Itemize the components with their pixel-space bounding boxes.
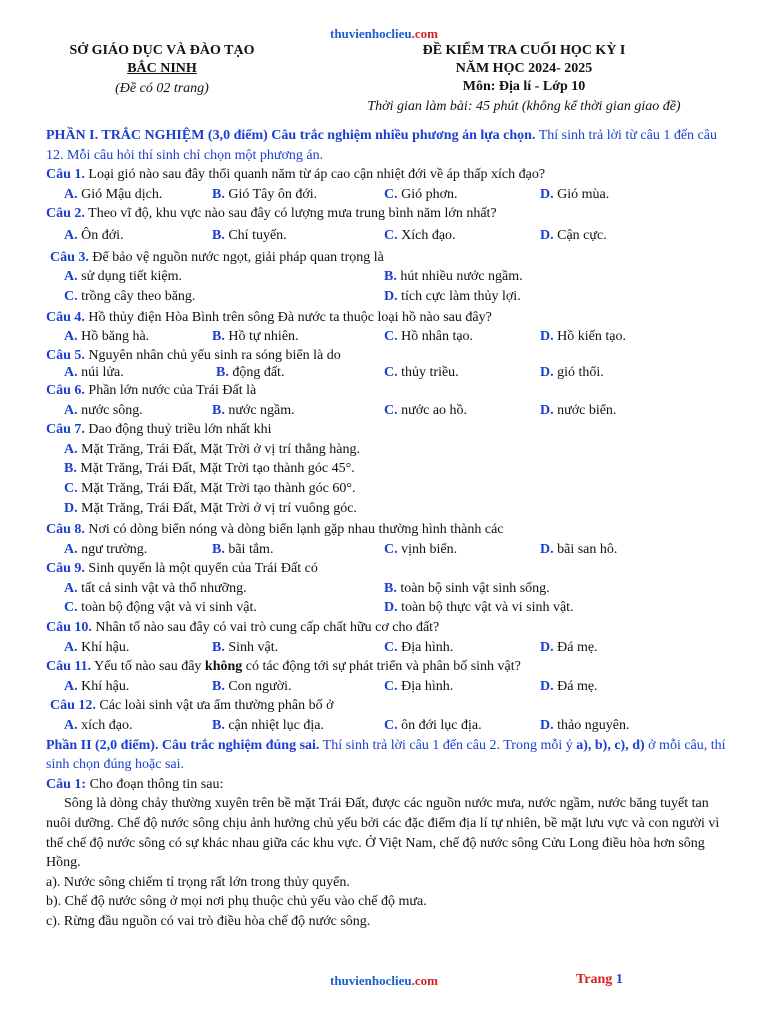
part1-heading — [46, 126, 736, 165]
question-text: Theo vĩ độ, khu vực nào sau đây có lượng mưa trung bình năm lớn nhất? — [88, 206, 497, 222]
option-a[interactable]: A. Gió Mậu dịch. — [64, 186, 163, 202]
option-c[interactable]: C. Địa hình. — [384, 678, 454, 694]
question-text: Để bảo vệ nguồn nước ngọt, giải pháp quan trọng là — [92, 249, 384, 265]
option-d[interactable]: D. tích cực làm thủy lợi. — [384, 288, 521, 304]
question-number: Câu 11. — [46, 659, 92, 675]
part1-instruction: Thí sinh trả lời từ câu 1 đến câu 12. Mỗi câu hỏi thí sinh chỉ chọn một phương án. — [46, 128, 717, 163]
page-count-note: (Đề có 02 trang) — [115, 81, 209, 96]
question-2 — [46, 204, 736, 224]
site-name: thuvienhoclieu — [330, 26, 412, 41]
option-c[interactable]: C. Địa hình. — [384, 639, 454, 655]
option-a[interactable]: A. ngư trường. — [64, 541, 148, 557]
option-c[interactable]: C. toàn bộ động vật và vi sinh vật. — [64, 600, 257, 616]
question-number: Câu 6. — [46, 382, 85, 398]
emphasis-not: không — [204, 659, 243, 675]
question-number: Câu 5. — [46, 347, 85, 363]
question-text: Loại gió nào sau đây thổi quanh năm từ áp cao cận nhiệt đới về áp thấp xích đạo? — [88, 167, 546, 183]
part1-title: PHẦN I. TRẮC NGHIỆM (3,0 điểm) Câu trắc nghiệm nhiều phương án lựa chọn. — [46, 128, 536, 143]
option-c[interactable]: C. ôn đới lục địa. — [384, 718, 482, 734]
question-number: Câu 2. — [46, 206, 85, 222]
part2-items: a), b), c), d) — [576, 737, 645, 753]
options-row — [64, 677, 736, 697]
question-6 — [46, 381, 736, 401]
option-a[interactable]: A. Khí hậu. — [64, 678, 130, 694]
options-row — [64, 226, 736, 246]
options-row — [64, 638, 736, 658]
site-domain: .com — [411, 973, 438, 988]
option-b[interactable]: B. Gió Tây ôn đới. — [212, 186, 318, 202]
question-text: Nơi có dòng biển nóng và dòng biển lạnh gặp nhau thường hình thành các — [88, 522, 504, 538]
question-text: Phần lớn nước của Trái Đất là — [88, 382, 257, 398]
statement-c[interactable]: c). Rừng đầu nguồn có vai trò điều hòa chế độ nước sông. — [46, 913, 371, 929]
question-5 — [46, 347, 736, 364]
question-text: Nguyên nhân chủ yếu sinh ra sóng biển là do — [88, 347, 341, 363]
option-b[interactable]: B. Mặt Trăng, Trái Đất, Mặt Trời tạo thành góc 45°. — [64, 461, 355, 477]
part2-heading — [46, 736, 736, 775]
option-b[interactable]: B. nước ngầm. — [212, 402, 295, 418]
site-domain: .com — [411, 26, 438, 41]
header-left — [48, 42, 276, 98]
question-11: Câu 11. Yếu tố nào sau đây không có tác động tới sự phát triển và phân bố sinh vật? — [46, 659, 521, 675]
option-a[interactable]: A. sử dụng tiết kiệm. — [64, 269, 183, 285]
question-text: Sinh quyển là một quyển của Trái Đất có — [88, 561, 318, 577]
time-note: Thời gian làm bài: 45 phút (không kể thời gian giao đề) — [367, 99, 681, 114]
page-label: Trang — [576, 972, 613, 987]
option-c[interactable]: C. Hồ nhân tạo. — [384, 328, 474, 344]
department-name: SỞ GIÁO DỤC VÀ ĐÀO TẠO — [69, 43, 255, 58]
question-1 — [46, 165, 736, 185]
options-row — [64, 364, 736, 381]
option-b[interactable]: B. cận nhiệt lục địa. — [212, 718, 324, 734]
option-d[interactable]: D. Gió mùa. — [540, 186, 610, 202]
option-d[interactable]: D. nước biển. — [540, 402, 617, 418]
option-a[interactable]: A. Hồ băng hà. — [64, 328, 150, 344]
site-name: thuvienhoclieu — [330, 973, 412, 988]
part2-question-1 — [46, 775, 736, 795]
option-b[interactable]: B. Hồ tự nhiên. — [212, 328, 299, 344]
option-d[interactable]: D. Đá mẹ. — [540, 639, 598, 655]
exam-content — [46, 126, 736, 932]
option-b[interactable]: B. bãi tắm. — [212, 541, 274, 557]
option-b[interactable]: B. Sinh vật. — [212, 639, 279, 655]
question-number: Câu 8. — [46, 522, 85, 538]
part2-instruction-end: ở mỗi câu, thí sinh chọn đúng hoặc sai. — [46, 737, 726, 773]
option-d[interactable]: D. gió thổi. — [540, 364, 604, 380]
question-number: Câu 3. — [50, 249, 89, 265]
question-text: Nhân tố nào sau đây có vai trò cung cấp chất hữu cơ cho đất? — [95, 620, 440, 636]
options-row — [64, 579, 736, 599]
options-row — [64, 328, 736, 345]
option-b[interactable]: B. Chí tuyến. — [212, 227, 287, 243]
options-row — [64, 267, 736, 287]
question-number: Câu 10. — [46, 620, 92, 636]
option-c[interactable]: C. Mặt Trăng, Trái Đất, Mặt Trời tạo thành góc 60°. — [64, 480, 356, 496]
question-8 — [46, 520, 736, 540]
options-row — [64, 401, 736, 421]
province-name: BẮC NINH — [127, 61, 197, 76]
option-d[interactable]: D. bãi san hô. — [540, 541, 618, 557]
page-number — [576, 972, 623, 988]
option-a[interactable]: A. Ôn đới. — [64, 227, 124, 243]
option-d[interactable]: D. Hồ kiến tạo. — [540, 328, 626, 344]
question-number: Câu 1: — [46, 776, 87, 792]
option-b[interactable]: B. hút nhiều nước ngầm. — [384, 269, 523, 285]
option-c[interactable]: C. nước ao hồ. — [384, 402, 468, 418]
question-text: Dao động thuỷ triều lớn nhất khi — [88, 422, 272, 438]
page-num: 1 — [615, 972, 623, 987]
exam-title: ĐỀ KIỂM TRA CUỐI HỌC KỲ I — [422, 43, 626, 58]
option-a[interactable]: A. nước sông. — [64, 402, 143, 418]
part2-instruction: Thí sinh trả lời câu 1 đến câu 2. Trong mỗi ý — [322, 737, 573, 753]
option-a[interactable]: A. Khí hậu. — [64, 639, 130, 655]
option-b[interactable]: B. động đất. — [216, 364, 285, 380]
question-text: Các loài sinh vật ưa ẩm thường phân bố ở — [99, 698, 334, 714]
question-number: Câu 1. — [46, 167, 85, 183]
statement-a[interactable]: a). Nước sông chiếm tỉ trọng rất lớn trong thủy quyển. — [46, 874, 350, 890]
question-9 — [46, 559, 736, 579]
option-c[interactable]: C. thủy triều. — [384, 364, 459, 380]
option-d[interactable]: D. toàn bộ thực vật và vi sinh vật. — [384, 600, 574, 616]
header-right — [318, 42, 730, 116]
question-text: Cho đoạn thông tin sau: — [89, 776, 224, 792]
question-4 — [46, 308, 736, 328]
option-c[interactable]: C. Gió phơn. — [384, 186, 458, 202]
option-c[interactable]: C. trồng cây theo băng. — [64, 288, 196, 304]
question-3 — [50, 248, 736, 268]
option-a[interactable]: A. xích đạo. — [64, 718, 133, 734]
reading-passage: Sông là dòng chảy thường xuyên trên bề mặt Trái Đất, được các nguồn nước mưa, nước ngầm, nước băng tuyết tan nuôi dưỡng. Chế độ nước sông chịu ảnh hưởng chủ yếu bởi các đặc điểm địa lí tự nhiên, bề mặt lưu vực và con người vì thế chế độ nước sông có sự khác nhau giữa các khu vực. Ở Việt Nam, chế độ nước sông Cửu Long điều hòa hơn sông Hồng. — [46, 796, 720, 871]
part2-title: Phần II (2,0 điểm). Câu trắc nghiệm đúng sai. — [46, 737, 320, 753]
option-b[interactable]: B. toàn bộ sinh vật sinh sống. — [384, 580, 550, 596]
option-d[interactable]: D. thảo nguyên. — [540, 718, 630, 734]
option-c[interactable]: C. Xích đạo. — [384, 227, 456, 243]
question-10 — [46, 618, 736, 638]
school-year: NĂM HỌC 2024- 2025 — [455, 61, 593, 76]
option-d[interactable]: D. Mặt Trăng, Trái Đất, Mặt Trời ở vị trí vuông góc. — [64, 500, 357, 516]
option-c[interactable]: C. vịnh biển. — [384, 541, 458, 557]
option-a[interactable]: A. núi lửa. — [64, 364, 124, 380]
option-a[interactable]: A. tất cả sinh vật và thổ nhưỡng. — [64, 580, 247, 596]
question-number: Câu 9. — [46, 561, 85, 577]
question-number: Câu 4. — [46, 310, 85, 326]
option-d[interactable]: D. Đá mẹ. — [540, 678, 598, 694]
options-row — [64, 185, 736, 205]
option-a[interactable]: A. Mặt Trăng, Trái Đất, Mặt Trời ở vị trí thẳng hàng. — [64, 441, 361, 457]
option-d[interactable]: D. Cận cực. — [540, 227, 607, 243]
site-watermark-top[interactable] — [0, 26, 768, 42]
statement-b[interactable]: b). Chế độ nước sông ở mọi nơi phụ thuộc chủ yếu vào chế độ mưa. — [46, 894, 427, 910]
question-number: Câu 7. — [46, 422, 85, 438]
options-row — [64, 287, 736, 307]
options-row — [64, 598, 736, 618]
site-watermark-bottom[interactable] — [0, 973, 768, 989]
options-row — [64, 716, 736, 736]
question-7 — [46, 420, 736, 440]
question-number: Câu 12. — [50, 698, 96, 714]
options-row — [64, 540, 736, 560]
subject-line: Môn: Địa lí - Lớp 10 — [462, 79, 586, 94]
option-b[interactable]: B. Con người. — [212, 678, 292, 694]
question-12 — [50, 696, 736, 716]
question-text: Hồ thủy điện Hòa Bình trên sông Đà nước ta thuộc loại hồ nào sau đây? — [88, 310, 492, 326]
